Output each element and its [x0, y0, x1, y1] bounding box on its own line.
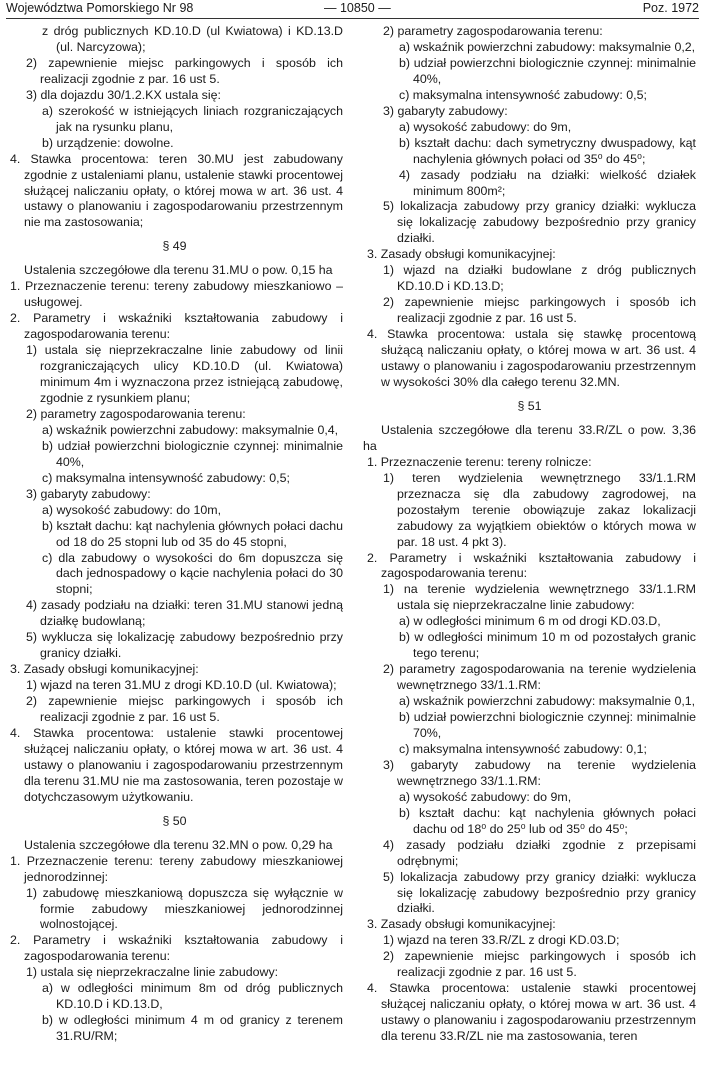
spacer	[6, 231, 343, 239]
sub-list-item: 1) ustala się nieprzekraczalne linie zabudowy:	[26, 965, 279, 980]
list-item: 2. Parametry i wskaźniki kształtowania zabudowy i zagospodarowania terenu:	[367, 550, 696, 581]
sub-list-item: 1) teren wydzielenia wewnętrznego 33/1.1.RM przeznacza się dla zabudowy zagrodowej, na pozostałym terenie obowiązuje zakaz lokalizacji zabudowy za wyjątkiem obiektów o których mowa w par. 18 ust. 4 pkt 3).	[383, 470, 696, 549]
page-number: — 10850 —	[324, 1, 391, 15]
list-item: 4. Stawka procentowa: ustalenie stawki procentowej służącej naliczaniu opłaty, o której mowa w art. 36 ust. 4 ustawy o planowaniu i zagospodarowaniu przestrzennym dla terenu 31.MU nie ma zastosowania, teren pozostaje w dotychczasowym użytkowaniu.	[10, 725, 343, 804]
sub-list-item: 2) parametry zagospodarowania na terenie wydzielenia wewnętrznego 33/1.1.RM:	[383, 662, 696, 693]
sub-list-item: 1) na terenie wydzielenia wewnętrznego 33/1.1.RM ustala się nieprzekraczalne linie zabudowy:	[383, 582, 696, 613]
spacer	[6, 830, 343, 838]
sub-list-item: 2) zapewnienie miejsc parkingowych i sposób ich realizacji zgodnie z par. 16 ust 5.	[383, 295, 696, 326]
sub-sub-list-item: b) kształt dachu: kąt nachylenia głównych połaci dachu od 18⁰ do 25⁰ lub od 35⁰ do 45⁰;	[399, 805, 696, 836]
sub-sub-list-item: b) udział powierzchni biologicznie czynnej: minimalnie 40%,	[42, 438, 343, 469]
sub-list-item: 5) wyklucza się lokalizację zabudowy bezpośrednio przy granicy działki.	[26, 630, 343, 661]
sub-sub-list-item: c) maksymalna intensywność zabudowy: 0,5;	[42, 470, 290, 485]
list-item: 3. Zasady obsługi komunikacyjnej:	[367, 917, 556, 932]
sub-sub-list-item: a) wskaźnik powierzchni zabudowy: maksymalnie 0,4,	[42, 422, 339, 437]
sub-list-item: 5) lokalizacja zabudowy przy granicy działki: wyklucza się lokalizację zabudowy bezpośrednio przy granicy działki.	[383, 199, 696, 246]
sub-sub-list-item: 4) zasady podziału na działki: wielkość działek minimum 800m²;	[399, 167, 696, 198]
sub-sub-list-item: a) w odległości minimum 6 m od drogi KD.03.D,	[399, 614, 661, 629]
sub-list-item: 1) zabudowę mieszkaniową dopuszcza się wyłącznie w formie zabudowy mieszkaniowej jednorodzinnej wolnostojącej.	[26, 885, 343, 932]
list-item: 3. Zasady obsługi komunikacyjnej:	[10, 662, 199, 677]
spacer	[6, 255, 343, 263]
section-heading: § 51	[517, 398, 542, 413]
sub-list-item: 1) wjazd na teren 31.MU z drogi KD.10.D (ul. Kwiatowa);	[26, 678, 337, 693]
sub-sub-list-item: c) dla zabudowy o wysokości do 6m dopuszcza się dach jednospadowy o kącie nachylenia połaci do 30 stopni;	[42, 550, 343, 597]
sub-list-item: 1) wjazd na działki budowlane z dróg publicznych KD.10.D i KD.13.D;	[383, 263, 696, 294]
sub-sub-list-item: b) urządzenie: dowolne.	[42, 135, 174, 150]
sub-sub-list-item: a) wysokość zabudowy: do 9m,	[399, 789, 572, 804]
sub-sub-list-item: c) maksymalna intensywność zabudowy: 0,5;	[399, 87, 647, 102]
sub-list-item: 2) zapewnienie miejsc parkingowych i sposób ich realizacji zgodnie z par. 16 ust 5.	[26, 55, 343, 86]
sub-sub-list-item: a) szerokość w istniejących liniach rozgraniczających jak na rysunku planu,	[42, 103, 343, 134]
sub-list-item: 4) zasady podziału działki zgodnie z przepisami odrębnymi;	[383, 837, 696, 868]
sub-list-item: 2) zapewnienie miejsc parkingowych i sposób ich realizacji zgodnie z par. 16 ust 5.	[26, 694, 343, 725]
list-item: 3. Zasady obsługi komunikacyjnej:	[367, 247, 556, 262]
sub-list-item: 3) gabaryty zabudowy:	[26, 486, 151, 501]
sub-sub-list-item: b) w odległości minimum 4 m od granicy z terenem 31.RU/RM;	[42, 1013, 343, 1044]
sub-sub-list-item: a) w odległości minimum 8m od dróg publicznych KD.10.D i KD.13.D,	[42, 981, 343, 1012]
left-text-column	[6, 24, 343, 1045]
sub-list-item: 1) wjazd na teren 33.R/ZL z drogi KD.03.D;	[383, 933, 620, 948]
paragraph: Ustalenia szczegółowe dla terenu 31.MU o pow. 0,15 ha	[24, 263, 333, 278]
sub-sub-list-item: c) maksymalna intensywność zabudowy: 0,1;	[399, 741, 647, 756]
sub-list-item: 1) ustala się nieprzekraczalne linie zabudowy od linii rozgraniczających ulicy KD.10.D (ul. Kwiatowa) minimum 4m i wyznaczona przez istniejącą zabudowę, zgodnie z rysunkiem planu;	[26, 343, 343, 405]
list-item: 2. Parametry i wskaźniki kształtowania zabudowy i zagospodarowania terenu:	[10, 311, 343, 342]
paragraph: Ustalenia szczegółowe dla terenu 33.R/ZL o pow. 3,36 ha	[363, 422, 696, 453]
position-number: Poz. 1972	[642, 1, 699, 15]
sub-sub-list-item: b) udział powierzchni biologicznie czynnej: minimalnie 40%,	[399, 55, 696, 86]
section-heading: § 50	[162, 813, 187, 828]
sub-list-item: 2) zapewnienie miejsc parkingowych i sposób ich realizacji zgodnie z par. 16 ust 5.	[383, 949, 696, 980]
sub-sub-list-item: b) w odległości minimum 10 m od pozostałych granic tego terenu;	[399, 630, 696, 661]
spacer	[363, 391, 696, 399]
sub-list-item: 4) zasady podziału na działki: teren 31.MU stanowi jedną działkę budowlaną;	[26, 598, 343, 629]
sub-sub-list-item: z dróg publicznych KD.10.D (ul Kwiatowa) i KD.13.D (ul. Narcyzowa);	[42, 24, 343, 54]
sub-sub-list-item: a) wskaźnik powierzchni zabudowy: maksymalnie 0,2,	[399, 39, 696, 54]
page-header	[6, 0, 699, 19]
sub-sub-list-item: b) udział powierzchni biologicznie czynnej: minimalnie 70%,	[399, 710, 696, 740]
sub-list-item: 3) dla dojazdu 30/1.2.KX ustala się:	[26, 87, 221, 102]
list-item: 4. Stawka procentowa: teren 30.MU jest zabudowany zgodnie z ustaleniami planu, ustalenie stawki procentowej służącej naliczaniu opłaty, o której mowa w art. 36 ust. 4 ustawy o planowaniu i zagospodarowaniu przestrzennym nie ma zastosowania;	[10, 151, 343, 230]
paragraph: Ustalenia szczegółowe dla terenu 32.MN o pow. 0,29 ha	[24, 837, 333, 852]
right-text-column	[363, 24, 696, 1045]
publication-title: Województwa Pomorskiego Nr 98	[6, 1, 194, 15]
list-item: 1. Przeznaczenie terenu: tereny rolnicze:	[367, 454, 592, 469]
list-item: 1. Przeznaczenie terenu: tereny zabudowy mieszkaniowo – usługowej.	[10, 279, 343, 310]
sub-list-item: 5) lokalizacja zabudowy przy granicy działki: wyklucza się lokalizację zabudowy bezpośrednio przy granicy działki.	[383, 869, 696, 916]
spacer	[363, 415, 696, 423]
sub-list-item: 2) parametry zagospodarowania terenu:	[383, 24, 603, 38]
sub-list-item: 3) gabaryty zabudowy:	[383, 103, 508, 118]
list-item: 4. Stawka procentowa: ustala się stawkę procentową służącą naliczaniu opłaty, o której mowa w art. 36 ust. 4 ustawy o planowaniu i zagospodarowaniu przestrzennym w wysokości 30% dla całego terenu 32.MN.	[367, 327, 696, 389]
sub-sub-list-item: b) kształt dachu: kąt nachylenia głównych połaci dachu od 18 do 25 stopni lub od 35 do 45 stopni,	[42, 518, 343, 549]
sub-list-item: 3) gabaryty zabudowy na terenie wydzielenia wewnętrznego 33/1.1.RM:	[383, 757, 696, 788]
sub-list-item: 2) parametry zagospodarowania terenu:	[26, 406, 246, 421]
list-item: 2. Parametry i wskaźniki kształtowania zabudowy i zagospodarowania terenu:	[10, 933, 343, 964]
sub-sub-list-item: a) wysokość zabudowy: do 9m,	[399, 119, 572, 134]
sub-sub-list-item: a) wysokość zabudowy: do 10m,	[42, 502, 222, 517]
section-heading: § 49	[162, 239, 187, 254]
sub-sub-list-item: a) wskaźnik powierzchni zabudowy: maksymalnie 0,1,	[399, 694, 696, 709]
list-item: 4. Stawka procentowa: ustalenie stawki procentowej służącej naliczaniu opłaty, o której mowa w art. 36 ust. 4 ustawy o planowaniu i zagospodarowaniu przestrzennym dla terenu 33.R/ZL nie ma zastosowania, teren	[367, 981, 696, 1044]
list-item: 1. Przeznaczenie terenu: tereny zabudowy mieszkaniowej jednorodzinnej:	[10, 853, 343, 884]
sub-sub-list-item: b) kształt dachu: dach symetryczny dwuspadowy, kąt nachylenia głównych połaci od 35⁰ do 45⁰;	[399, 135, 696, 166]
spacer	[6, 806, 343, 814]
